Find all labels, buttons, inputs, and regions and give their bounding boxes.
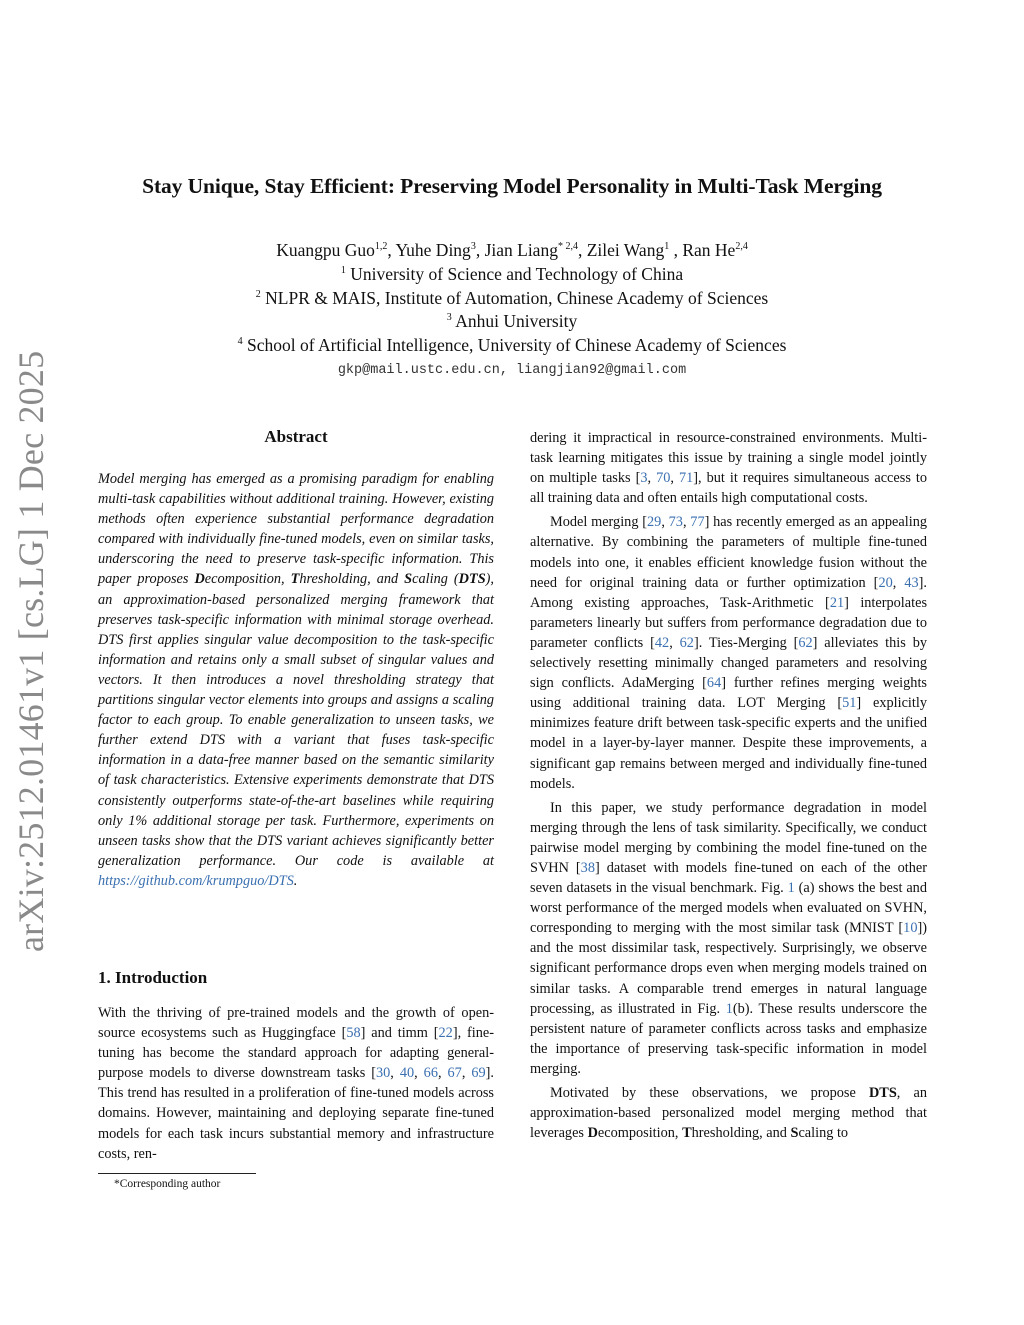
author-name: Zilei Wang — [586, 240, 665, 260]
citation-link[interactable]: 10 — [903, 920, 918, 937]
citation-link[interactable]: 77 — [690, 514, 705, 531]
citation-link[interactable]: 71 — [678, 470, 694, 487]
author-affil: 1 — [664, 241, 670, 253]
footnote-corresponding-author: *Corresponding author — [114, 1178, 221, 1190]
citation-link[interactable]: 62 — [679, 634, 694, 651]
abstract-body — [98, 469, 494, 891]
citation-link[interactable]: 58 — [346, 1025, 361, 1042]
citation-link[interactable]: 51 — [842, 695, 857, 712]
citation-link[interactable]: 66 — [423, 1065, 438, 1082]
citation-link[interactable]: 73 — [668, 514, 683, 531]
introduction-body — [98, 1003, 494, 1164]
body-paragraph: dering it impractical in resource-constrained environments. Multi-task learning mitigates this issue by training a single model jointly on multiple tasks [3, 70, 71], but it requires simultaneous access to all training data and often entails high computational costs. — [530, 430, 928, 507]
affiliation: $^4$ School of Artificial Intelligence, University of Chinese Academy of Sciences — [237, 335, 787, 355]
body-paragraph: In this paper, we study performance degradation in model merging through the lens of task similarity. Specifically, we conduct pairwise model merging by combining the model fine-tuned on the SVHN [38] dataset with models fine-tuned on each of the other seven datasets in the visual benchmark. Fig. 1 (a) shows the best and worst performance of the merged models when evaluated on SVHN, corresponding to merging with the most similar task (MNIST [10]) and the most dissimilar task, respectively. Surprisingly, we observe significant performance drops even when merging models trained on similar tasks. A comparable trend emerges in natural language processing, as illustrated in Fig. 1(b). These results underscore the persistent nature of parameter conflicts across tasks and emphasize the importance of preserving task-specific information in model merging. — [530, 799, 927, 1077]
intro-paragraph: With the thriving of pre-trained models and the growth of open-source ecosystems such as Huggingface [58] and timm [22], fine-tuning has become the standard approach for adapting general-purpose models to diverse downstream tasks [30, 40, 66, 67, 69]. This trend has resulted in a proliferation of fine-tuned models across domains. However, maintaining and deploying separate fine-tuned models for each task incurs substantial memory and infrastructure costs, ren- — [98, 1005, 494, 1162]
footnote-rule — [98, 1173, 256, 1174]
abstract-heading: Abstract — [264, 427, 328, 446]
code-link[interactable]: https://github.com/krumpguo/DTS — [98, 872, 294, 889]
author-list: Kuangpu Guo$^{1,2}$, Yuhe Ding$^3$, Jian Liang$^{* 2,4}$, Zilei Wang$^1$ , Ran He$^{2,4}$ — [276, 240, 748, 260]
author-affil: 3 — [470, 241, 476, 253]
citation-link[interactable]: 30 — [375, 1065, 391, 1082]
citation-link[interactable]: 29 — [647, 514, 662, 531]
citation-link[interactable]: 20 — [878, 574, 893, 591]
affiliation: $^2$ NLPR & MAIS, Institute of Automation, Chinese Academy of Sciences — [255, 288, 769, 308]
citation-link[interactable]: 67 — [447, 1065, 462, 1082]
author-name: Ran He — [682, 240, 736, 260]
author-name: Jian Liang — [484, 240, 558, 260]
figure-ref-link[interactable]: 1 — [725, 1000, 733, 1017]
citation-link[interactable]: 62 — [798, 634, 813, 651]
citation-link[interactable]: 22 — [438, 1025, 453, 1042]
author-emails[interactable]: gkp@mail.ustc.edu.cn, liangjian92@gmail.com — [337, 363, 687, 378]
figure-ref-link[interactable]: 1 — [787, 880, 795, 897]
citation-link[interactable]: 69 — [471, 1065, 486, 1082]
citation-link[interactable]: 43 — [904, 574, 919, 591]
affiliation: $^1$ University of Science and Technology of China — [340, 264, 684, 284]
right-column-body — [530, 428, 927, 1143]
citation-link[interactable]: 42 — [654, 634, 670, 651]
author-affil: 1,2 — [374, 241, 388, 253]
author-name: Yuhe Ding — [395, 240, 471, 260]
author-affil: * 2,4 — [557, 241, 578, 253]
citation-link[interactable]: 70 — [656, 470, 671, 487]
arxiv-identifier[interactable]: arXiv:2512.01461v1 [cs.LG] 1 Dec 2025 — [11, 350, 51, 952]
author-name: Kuangpu Guo — [276, 240, 375, 260]
abstract-paragraph: Model merging has emerged as a promising paradigm for enabling multi-task capabilities without additional training. However, existing methods often experience substantial performance degradation compared with individually fine-tuned models, even on similar tasks, underscoring the need to preserve task-specific information. This paper proposes Decomposition, Thresholding, and Scaling (DTS), an approximation-based personalized merging framework that preserves task-specific information with minimal storage overhead. DTS first applies singular value decomposition to the task-specific information and retains only a small subset of singular values and vectors. It then introduces a novel thresholding strategy that partitions singular vector elements into groups and assigns a scaling factor to each group. To enable generalization to unseen tasks, we further extend DTS with a variant that fuses task-specific information in a data-free manner based on the semantic similarity of task characteristics. Extensive experiments demonstrate that DTS consistently outperforms state-of-the-art baselines while requiring only 1% additional storage per task. Furthermore, experiments on unseen tasks show that the DTS variant achieves significantly better generalization performance. Our code is available at https://github.com/krumpguo/DTS. — [98, 471, 494, 889]
citation-link[interactable]: 38 — [580, 859, 595, 876]
paper-title: Stay Unique, Stay Efficient: Preserving Model Personality in Multi-Task Merging — [142, 174, 882, 198]
citation-link[interactable]: 3 — [640, 470, 648, 487]
body-paragraph: Model merging [29, 73, 77] has recently emerged as an appealing alternative. By combining the parameters of multiple fine-tuned models into one, it enables efficient knowledge fusion without the need for original training data or further optimization [20, 43]. Among existing approaches, Task-Arithmetic [21] interpolates parameters linearly but suffers from performance degradation due to parameter conflicts [42, 62]. Ties-Merging [62] alleviates this by selectively resetting minimally changed parameters and resolving sign conflicts. AdaMerging [64] further refines merging weights using additional training data. LOT Merging [51] explicitly minimizes feature drift between task-specific experts and the unified model in a layer-by-layer manner. Despite these improvements, a significant gap remains between merged and individually fine-tuned models. — [530, 514, 928, 792]
section-heading-introduction: 1. Introduction — [98, 968, 208, 987]
citation-link[interactable]: 40 — [399, 1065, 415, 1082]
citation-link[interactable]: 64 — [706, 675, 722, 692]
author-affil: 2,4 — [735, 241, 748, 253]
citation-link[interactable]: 21 — [829, 594, 845, 611]
body-paragraph: Motivated by these observations, we propose DTS, an approximation-based personalized model merging method that leverages Decomposition, Thresholding, and Scaling to — [530, 1085, 927, 1142]
affiliation: $^3$ Anhui University — [446, 311, 578, 331]
